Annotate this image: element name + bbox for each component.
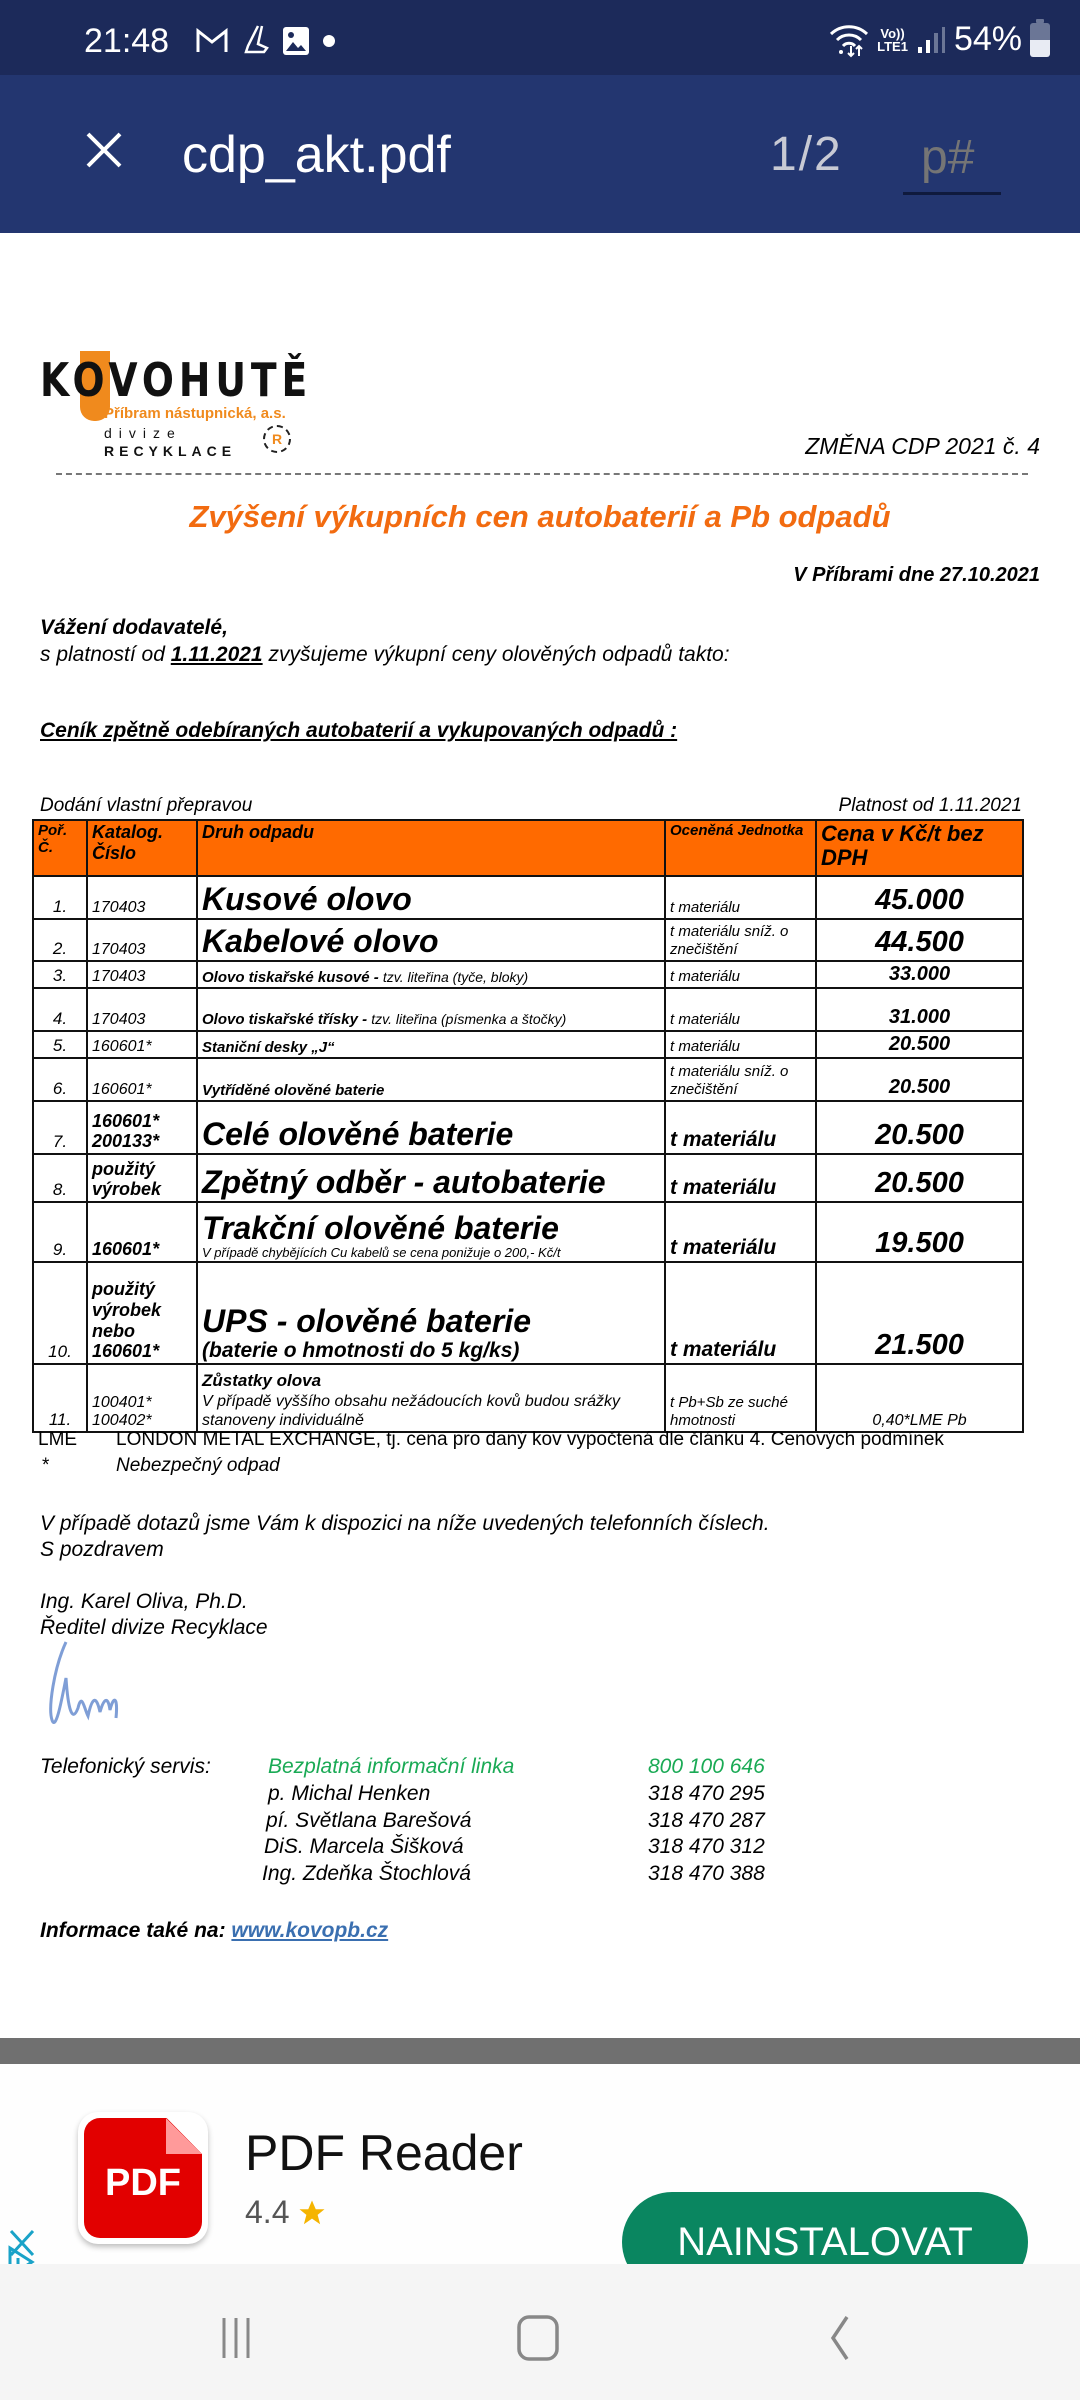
page-counter: 1/2 (770, 128, 843, 181)
phone-number[interactable]: 318 470 287 (648, 1809, 765, 1832)
validity-note: Platnost od 1.11.2021 (838, 795, 1022, 816)
recent-apps-button[interactable] (206, 2308, 266, 2368)
document-heading: Zvýšení výkupních cen autobaterií a Pb odpadů (189, 499, 891, 534)
table-row: 10. použitý výrobek nebo 160601* UPS - olověné baterie (baterie o hmotnosti do 5 kg/ks) t materiálu 21.500 (33, 1262, 1023, 1364)
ad-app-name[interactable]: PDF Reader (245, 2125, 523, 2181)
header-catalog: Katalog. Číslo (87, 820, 197, 876)
table-row: 4. 170403 Olovo tiskařské třísky - tzv. liteřina (písmenka a štočky) t materiálu 31.000 (33, 988, 1023, 1031)
table-row: 11. 100401* 100402* Zůstatky olova V případě vyššího obsahu nežádoucích kovů budou srážky stanoveny individuálně t Pb+Sb ze suché hmotnosti 0,40*LME Pb (33, 1364, 1023, 1432)
pdf-toolbar (0, 75, 1080, 233)
intro-text: s platností od 1.11.2021 zvyšujeme výkupní ceny olověných odpadů takto: (40, 643, 730, 666)
notification-icons (196, 24, 336, 58)
price-table (32, 819, 1024, 1433)
phone-number[interactable]: 318 470 312 (648, 1835, 765, 1858)
status-bar (0, 0, 1080, 75)
delivery-note: Dodání vlastní přepravou (40, 795, 253, 816)
phone-contact-name: Bezplatná informační linka (268, 1755, 515, 1778)
logo-division: divize (104, 425, 182, 441)
table-row: 1. 170403 Kusové olovo t materiálu 45.000 (33, 876, 1023, 919)
phone-number[interactable]: 318 470 295 (648, 1782, 765, 1805)
ad-close-icon[interactable] (8, 2228, 36, 2258)
phone-contact-name: DiS. Marcela Šišková (264, 1835, 464, 1858)
recent-apps-icon (216, 2316, 256, 2360)
system-nav-bar (0, 2264, 1080, 2400)
effective-date: 1.11.2021 (170, 643, 263, 666)
gallery-icon (282, 26, 310, 56)
closing-line: V případě dotazů jsme Vám k dispozici na níže uvedených telefonních číslech. (40, 1512, 770, 1535)
star-icon (297, 2198, 327, 2228)
volte-icon: Vo)) LTE1 (877, 25, 908, 54)
table-row: 6. 160601* Vytříděné olověné baterie t materiálu sníž. o znečištění 20.500 (33, 1058, 1023, 1101)
page-separator (0, 2038, 1080, 2064)
logo-recycling: RECYKLACE (104, 443, 237, 459)
signal-icon (916, 25, 946, 55)
dot-icon (322, 34, 336, 48)
signer-name: Ing. Karel Oliva, Ph.D. (40, 1590, 248, 1613)
recycle-badge-icon: R (263, 425, 291, 453)
home-button[interactable] (508, 2308, 568, 2368)
table-row: 9. 160601* Trakční olověné baterie V případě chybějících Cu kabelů se cena ponižuje o 200,- Kč/t t materiálu 19.500 (33, 1202, 1023, 1262)
phone-number[interactable]: 800 100 646 (648, 1755, 765, 1778)
info-line: Informace také na: www.kovopb.cz (40, 1919, 389, 1942)
file-name: cdp_akt.pdf (182, 126, 451, 184)
footnote-lme-key: LME (38, 1429, 78, 1450)
regards: S pozdravem (40, 1538, 164, 1561)
wifi-icon (829, 22, 869, 58)
header-order: Poř. Č. (33, 820, 87, 876)
phone-contact-name: Ing. Zdeňka Štochlová (262, 1862, 471, 1885)
shoe-icon (240, 24, 270, 58)
table-row: 8. použitý výrobek Zpětný odběr - autobaterie t materiálu 20.500 (33, 1154, 1023, 1202)
footnote-star-key: * (42, 1455, 50, 1476)
phone-number[interactable]: 318 470 388 (648, 1862, 765, 1885)
page-number-input[interactable] (903, 123, 1001, 195)
battery-icon (1030, 23, 1050, 57)
phone-contact-name: pí. Světlana Barešová (266, 1809, 472, 1832)
signature-image (44, 1638, 164, 1748)
logo-subtitle: Příbram nástupnická, a.s. (104, 405, 286, 422)
header-type: Druh odpadu (197, 820, 665, 876)
phone-contact-name: p. Michal Henken (268, 1782, 431, 1805)
ad-rating: 4.4 (245, 2194, 327, 2231)
home-icon (516, 2314, 560, 2362)
header-unit: Oceněná Jednotka (665, 820, 816, 876)
battery-percent: 54% (953, 20, 1022, 58)
place-date: V Příbrami dne 27.10.2021 (793, 564, 1040, 586)
ad-banner[interactable] (0, 2064, 1080, 2264)
table-header-row (33, 820, 1023, 876)
pdf-page[interactable] (0, 233, 1080, 2038)
logo-brand: KOVOHUTĚ (40, 353, 313, 407)
table-row: 2. 170403 Kabelové olovo t materiálu sníž. o znečištění 44.500 (33, 919, 1023, 961)
footnote-star-text: Nebezpečný odpad (116, 1455, 280, 1476)
change-id: ZMĚNA CDP 2021 č. 4 (805, 433, 1040, 459)
close-button[interactable] (74, 120, 134, 180)
greeting: Vážení dodavatelé, (40, 616, 228, 639)
phone-service-label: Telefonický servis: (40, 1755, 211, 1778)
table-row: 5. 160601* Staniční desky „J“ t materiálu 20.500 (33, 1031, 1023, 1058)
close-icon (84, 130, 124, 170)
footnote-lme-text: LONDON METAL EXCHANGE, tj. cena pro daný kov vypočtená dle článku 4. Cenových podmínek (116, 1429, 944, 1450)
table-row: 7. 160601* 200133* Celé olověné baterie t materiálu 20.500 (33, 1101, 1023, 1154)
back-icon (825, 2314, 855, 2362)
install-button[interactable]: NAINSTALOVAT (622, 2192, 1028, 2292)
table-row: 3. 170403 Olovo tiskařské kusové - tzv. liteřina (tyče, bloky) t materiálu 33.000 (33, 961, 1023, 988)
pricelist-title: Ceník zpětně odebíraných autobaterií a vykupovaných odpadů : (40, 719, 678, 742)
signer-title: Ředitel divize Recyklace (40, 1616, 268, 1639)
website-link[interactable]: www.kovopb.cz (231, 1919, 389, 1942)
header-price: Cena v Kč/t bez DPH (816, 820, 1023, 876)
system-icons (829, 20, 1050, 59)
divider (56, 473, 1028, 475)
status-time: 21:48 (84, 22, 170, 60)
pdf-app-icon[interactable]: PDF (78, 2112, 208, 2244)
back-button[interactable] (810, 2308, 870, 2368)
gmail-icon (196, 28, 228, 54)
